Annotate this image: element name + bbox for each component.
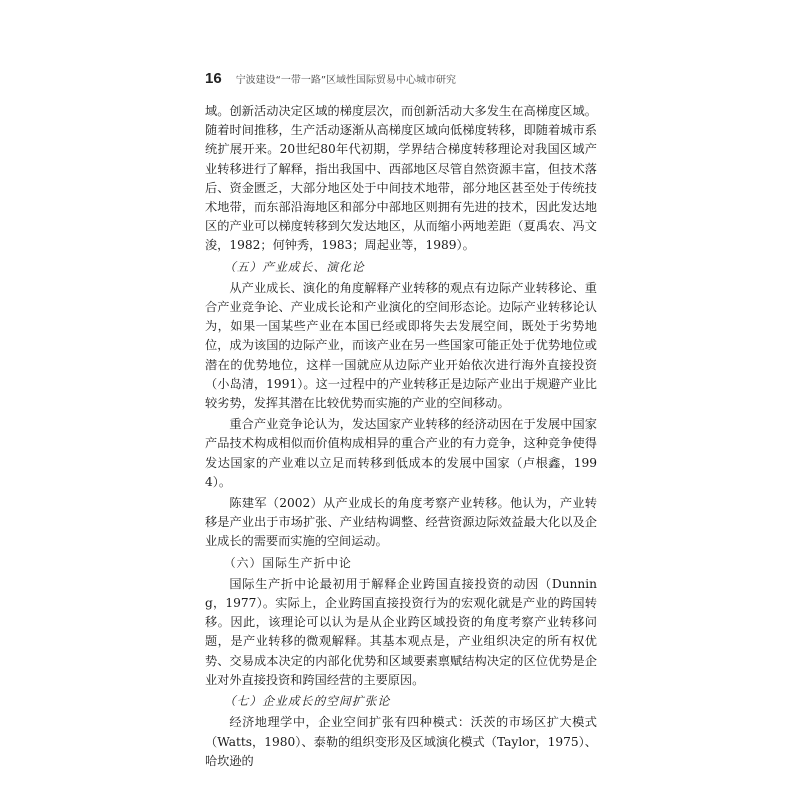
paragraph: 从产业成长、演化的角度解释产业转移的观点有边际产业转移论、重合产业竞争论、产业成长论和产业演化的空间形态论。边际产业转移论认为，如果一国某些产业在本国已经或即将失去发展空间，既处于劣势地位，成为该国的边际产业，而该产业在另一些国家可能正处于优势地位或潜在的优势地位，这样一国就应从边际产业开始依次进行海外直接投资（小岛清，1991）。这一过程中的产业转移正是边际产业出于规避产业比较劣势，发挥其潜在比较优势而实施的产业的空间移动。 xyxy=(205,280,597,411)
section-heading: （七）企业成长的空间扩张论 xyxy=(223,694,391,709)
paragraph: 陈建军（2002）从产业成长的角度考察产业转移。他认为，产业转移是产业出于市场扩张、产业结构调整、经营资源边际效益最大化以及企业成长的需要而实施的空间运动。 xyxy=(205,496,597,549)
page-header xyxy=(205,70,595,90)
page-number: 16 xyxy=(205,70,222,87)
paragraph: 国际生产折中论最初用于解释企业跨国直接投资的动因（Dunning，1977）。实际上，企业跨国直接投资行为的宏观化就是产业的跨国转移。因此，该理论可以认为是从企业跨区域投资的角度考察产业转移问题，是产业转移的微观解释。其基本观点是，产业组织决定的所有权优势、交易成本决定的内部化优势和区域要素禀赋结构决定的区位优势是企业对外直接投资和跨国经营的主要原因。 xyxy=(205,576,597,687)
section-heading: （五）产业成长、演化论 xyxy=(223,259,365,274)
running-title: 宁波建设“一带一路”区域性国际贸易中心城市研究 xyxy=(235,75,457,86)
paragraph: 域。创新活动决定区域的梯度层次，而创新活动大多发生在高梯度区域。随着时间推移，生产活动逐渐从高梯度区域向低梯度转移，即随着城市系统扩展开来。20世纪80年代初期，学界结合梯度转移理论对我国区域产业转移进行了解释，指出我国中、西部地区尽管自然资源丰富，但技术落后、资金匮乏，大部分地区处于中间技术地带，部分地区甚至处于传统技术地带，而东部沿海地区和部分中部地区则拥有先进的技术，因此发达地区的产业可以梯度转移到欠发达地区，从而缩小两地差距（夏禹农、冯文浚，1982；何钟秀，1983；周起业等，1989）。 xyxy=(205,104,597,253)
paragraph: 经济地理学中，企业空间扩张有四种模式：沃茨的市场区扩大模式（Watts，1980）、泰勒的组织变形及区域演化模式（Taylor，1975）、哈坎逊的 xyxy=(205,715,597,768)
section-heading: （六）国际生产折中论 xyxy=(223,555,352,570)
paragraph: 重合产业竞争论认为，发达国家产业转移的经济动因在于发展中国家产品技术构成相似而价值构成相异的重合产业的有力竞争，这种竞争使得发达国家的产业难以立足而转移到低成本的发展中国家（卢根鑫，1994）。 xyxy=(205,417,597,489)
body-text xyxy=(205,102,597,773)
